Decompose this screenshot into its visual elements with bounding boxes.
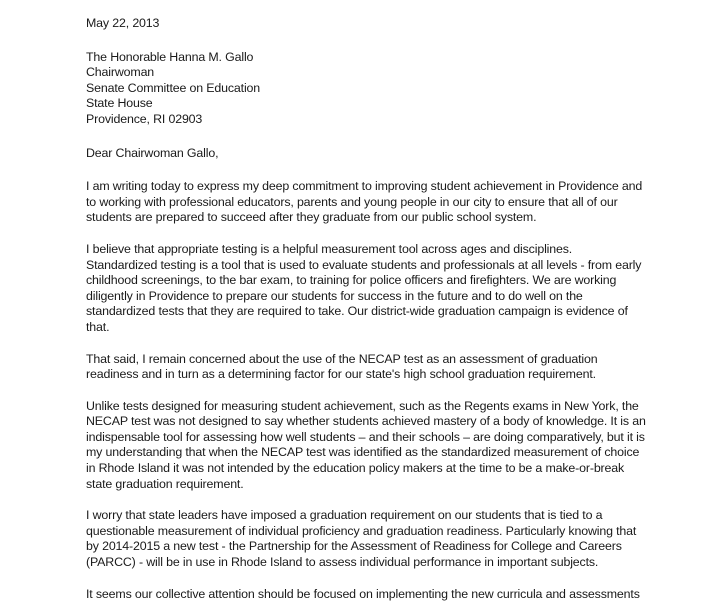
recipient-name: The Honorable Hanna M. Gallo — [86, 49, 254, 64]
body-paragraph: I believe that appropriate testing is a helpful measurement tool across ages and disciplines. Standardized testing is a tool that is used to evaluate students and professionals at all levels - from early childhood screenings, to the bar exam, to training for police officers and firefighters. We are working diligently in Providence to prepare our students for success in the future and to do well on the standardized tests that they are required to take. Our district-wide graduation campaign is evidence of that. — [86, 241, 642, 334]
recipient-organization: Senate Committee on Education — [86, 80, 261, 95]
letter-date: May 22, 2013 — [86, 16, 160, 30]
body-paragraph: That said, I remain concerned about the use of the NECAP test as an assessment of graduation readiness and in turn as a determining factor for our state's high school graduation requirement. — [86, 351, 598, 382]
body-paragraph: I worry that state leaders have imposed a graduation requirement on our students that is tied to a questionable measurement of individual proficiency and graduation readiness. Particularly knowing that by 2014-2015 a new test - the Partnership for the Assessment of Readiness for College and Careers (PARCC) - will be in use in Rhode Island to assess individual performance in important subjects. — [86, 508, 637, 570]
body-paragraph: It seems our collective attention should be focused on implementing the new curricula and assessments — [86, 586, 640, 601]
recipient-building: State House — [86, 96, 153, 111]
recipient-address — [86, 50, 646, 128]
recipient-city-state-zip: Providence, RI 02903 — [86, 111, 203, 126]
letter-body — [86, 179, 646, 602]
letter-document — [86, 16, 646, 602]
body-paragraph: I am writing today to express my deep commitment to improving student achievement in Providence and to working with professional educators, parents and young people in our city to ensure that all of our students are prepared to succeed after they graduate from our public school system. — [86, 179, 643, 225]
salutation: Dear Chairwoman Gallo, — [86, 145, 219, 160]
recipient-title: Chairwoman — [86, 65, 155, 80]
body-paragraph: Unlike tests designed for measuring student achievement, such as the Regents exams in New York, the NECAP test was not designed to say whether students achieved mastery of a body of knowledge. It is an indispensable tool for assessing how well students – and their schools – are doing comparatively, but it is my understanding that when the NECAP test was identified as the standardized measurement of choice in Rhode Island it was not intended by the education policy makers at the time to be a make-or-break state graduation requirement. — [86, 398, 646, 491]
